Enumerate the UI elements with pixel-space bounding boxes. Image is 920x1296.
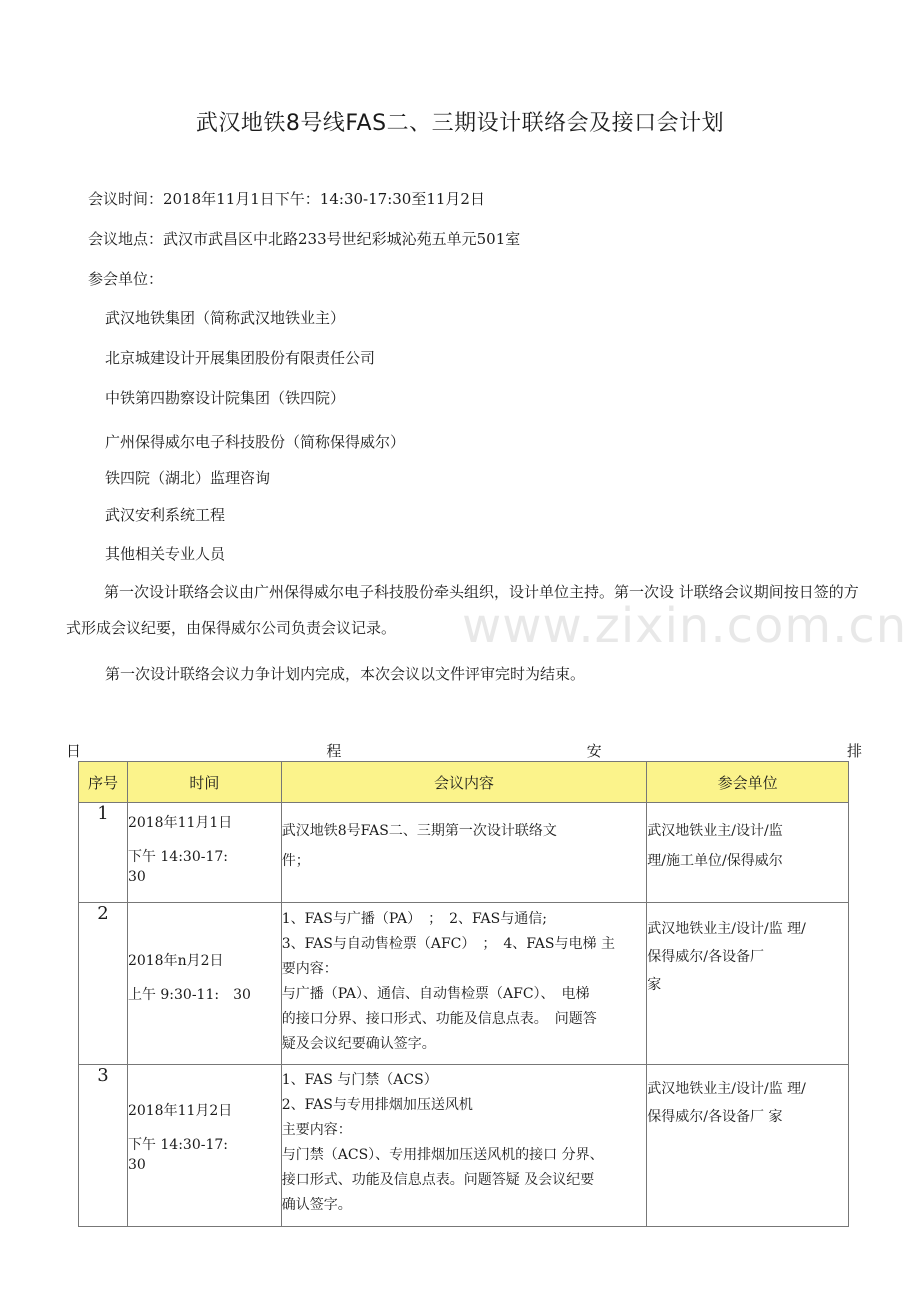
table-row [79, 903, 849, 1065]
watermark: www.zixin.com.cn [462, 598, 908, 654]
table-row [79, 1065, 849, 1227]
participant-item: 铁四院（湖北）监理咨询 [105, 469, 271, 487]
participant-item: 武汉地铁集团（简称武汉地铁业主） [105, 309, 346, 327]
participant-item: 广州保得威尔电子科技股份（简称保得威尔） [105, 433, 406, 451]
participants-label: 参会单位： [88, 270, 164, 288]
content-line: 武汉地铁8号FAS二、三期第一次设计联络文 [281, 823, 557, 839]
time-slot: 下午 14:30-17: [127, 849, 228, 865]
time-cell [127, 903, 281, 1065]
header-no: 序号 [79, 762, 128, 803]
units-line: 保得威尔/各设备厂 [647, 949, 764, 965]
content-line: 疑及会议纪要确认签字。 [281, 1036, 436, 1052]
closing-paragraph: 第一次设计联络会议力争计划内完成，本次会议以文件评审完时为结束。 [105, 665, 586, 683]
schedule-heading-char: 安 [586, 742, 602, 760]
content-cell [281, 1065, 647, 1227]
header-content: 会议内容 [281, 762, 647, 803]
time-date: 2018年11月2日 [127, 1103, 233, 1119]
content-line: 1、FAS与广播（PA） ； 2、FAS与通信; [281, 911, 547, 927]
content-line: 2、FAS与专用排烟加压送风机 [281, 1097, 473, 1113]
content-line: 件； [281, 853, 310, 869]
table-row [79, 803, 849, 903]
units-line: 武汉地铁业主/设计/监 理/ [647, 921, 806, 937]
time-date: 2018年11月1日 [127, 815, 233, 831]
row-number: 1 [79, 803, 128, 903]
content-line: 接口形式、功能及信息点表。问题答疑 及会议纪要 [281, 1172, 595, 1188]
schedule-table [78, 761, 849, 1227]
time-slot-end: 30 [127, 1157, 146, 1173]
time-slot: 下午 14:30-17: [127, 1137, 228, 1153]
units-line: 武汉地铁业主/设计/监 理/ [647, 1081, 806, 1097]
units-line: 武汉地铁业主/设计/监 [647, 823, 783, 839]
content-cell [281, 903, 647, 1065]
schedule-heading-char: 日 [66, 742, 82, 760]
content-line: 与广播（PA）、通信、自动售检票（AFC）、 电梯 [281, 986, 590, 1002]
header-time: 时间 [127, 762, 281, 803]
units-line: 保得威尔/各设备厂 家 [647, 1109, 783, 1125]
units-line: 理/施工单位/保得威尔 [647, 853, 783, 869]
header-units: 参会单位 [647, 762, 849, 803]
table-header-row [79, 762, 849, 803]
participant-item: 其他相关专业人员 [105, 545, 226, 563]
schedule-heading-char: 排 [846, 742, 862, 760]
units-cell [647, 1065, 849, 1227]
units-cell [647, 803, 849, 903]
content-cell [281, 803, 647, 903]
time-cell [127, 803, 281, 903]
schedule-heading-char: 程 [326, 742, 342, 760]
meeting-time: 会议时间：2018年11月1日下午：14:30-17:30至11月2日 [88, 190, 485, 208]
content-line: 的接口分界、接口形式、功能及信息点表。 问题答 [281, 1011, 597, 1027]
units-cell [647, 903, 849, 1065]
intro-paragraph: 第一次设计联络会议由广州保得威尔电子科技股份牵头组织，设计单位主持。第一次设 计联络会议期间按日签的方式形成会议纪要，由保得威尔公司负责会议记录。 [66, 583, 859, 637]
participant-item: 中铁第四勘察设计院集团（铁四院） [105, 389, 346, 407]
units-line: 家 [647, 977, 662, 993]
time-slot: 上午 9:30-11: 30 [127, 987, 251, 1003]
content-line: 与门禁（ACS）、专用排烟加压送风机的接口 分界、 [281, 1147, 604, 1163]
time-cell [127, 1065, 281, 1227]
content-line: 1、FAS 与门禁（ACS） [281, 1072, 438, 1088]
content-line: 主要内容： [281, 1122, 352, 1138]
content-line: 要内容： [281, 961, 338, 977]
content-line: 确认签字。 [281, 1197, 352, 1213]
participant-item: 北京城建设计开展集团股份有限责任公司 [105, 349, 376, 367]
participant-item: 武汉安利系统工程 [105, 506, 226, 524]
document-title: 武汉地铁8号线FAS二、三期设计联络会及接口会计划 [195, 111, 725, 136]
meeting-location: 会议地点：武汉市武昌区中北路233号世纪彩城沁苑五单元501室 [88, 230, 521, 248]
row-number: 2 [79, 903, 128, 1065]
time-date: 2018年n月2日 [127, 953, 224, 969]
time-slot-end: 30 [127, 869, 146, 885]
content-line: 3、FAS与自动售检票（AFC） ； 4、FAS与电梯 主 [281, 936, 615, 952]
row-number: 3 [79, 1065, 128, 1227]
